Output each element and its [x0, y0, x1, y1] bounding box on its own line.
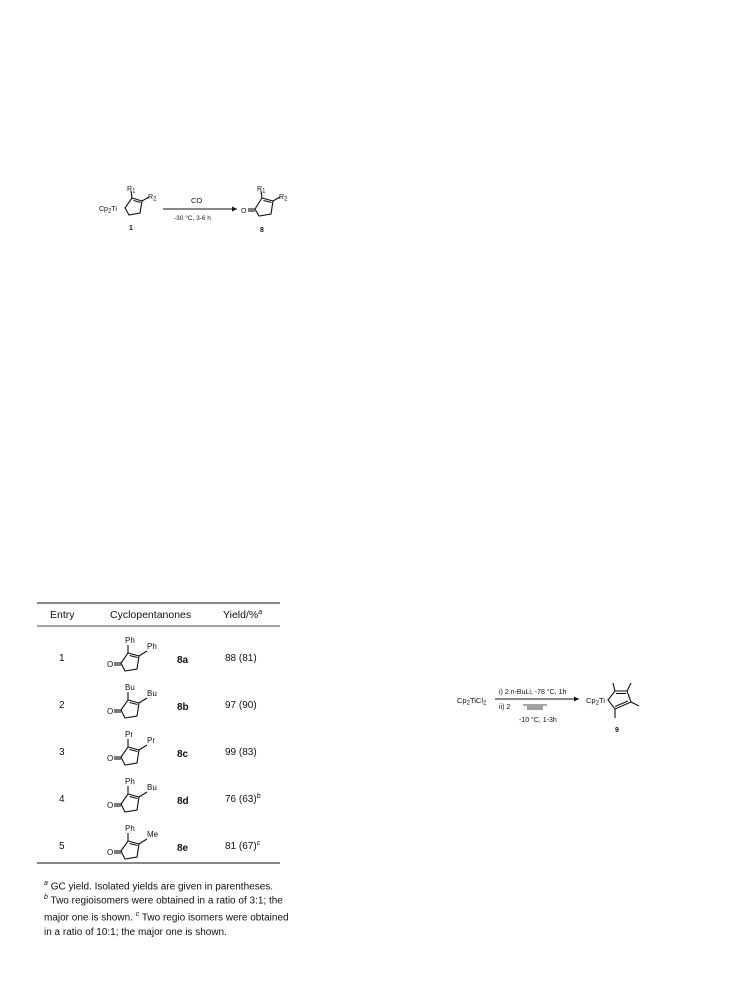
- entry-number: 4: [59, 794, 65, 805]
- substituent-top: Ph: [125, 824, 135, 833]
- conditions-text: -30 °C, 3-6 h: [174, 215, 211, 222]
- cyclopentenone-icon: [114, 739, 147, 765]
- entry-number: 5: [59, 841, 65, 852]
- scheme-2: [455, 672, 655, 742]
- table-row: [59, 730, 257, 765]
- cyclopentenone-icon: [114, 645, 147, 671]
- step-1-text: i) 2 n-BuLi, -78 °C, 1h: [499, 689, 567, 696]
- substituent-side: Pr: [147, 736, 155, 745]
- r2-label: R2: [148, 194, 157, 203]
- cyclopentenone-icon: [114, 786, 147, 812]
- entry-number: 3: [59, 747, 65, 758]
- yield-value: 99 (83): [225, 747, 257, 758]
- cyclopentenone-structure: [248, 191, 280, 216]
- product-r2-label: R2: [279, 194, 288, 203]
- yield-value: 81 $(67)^c$: [225, 840, 261, 852]
- yield-value: 97 (90): [225, 700, 257, 711]
- header-yield: Yield/%$^a$: [223, 609, 263, 621]
- entry-number: 1: [59, 653, 65, 664]
- oxo-label: O: [107, 801, 114, 810]
- substituent-side: Bu: [147, 689, 157, 698]
- yield-value: 88 (81): [225, 653, 257, 664]
- yield-value: 76 $(63)^b$: [225, 793, 261, 805]
- table-row: [59, 683, 257, 718]
- cp2ti-label: Cp2Ti: [99, 206, 117, 215]
- oxo-label: O: [107, 754, 114, 763]
- substituent-top: Bu: [125, 683, 135, 692]
- oxo-label: O: [241, 208, 247, 215]
- titanacyclopentadiene-structure: [608, 683, 639, 718]
- substituent-top: Pr: [125, 730, 133, 739]
- footnote-a: $^a$ GC yield. Isolated yields are given in parentheses.: [44, 880, 274, 893]
- oxo-label: O: [107, 848, 114, 857]
- compound-1-label: 1: [129, 225, 133, 232]
- titanacyclopentene-structure: [125, 191, 149, 215]
- substituent-top: Ph: [125, 777, 135, 786]
- scheme-1: [95, 180, 305, 240]
- compound-code: 8c: [177, 749, 189, 760]
- cyclopentenone-icon: [114, 692, 147, 718]
- reagent-co: CO: [191, 196, 203, 205]
- oxo-label: O: [107, 660, 114, 669]
- step-2-text: ii) 2: [499, 704, 511, 711]
- substituent-side: Me: [147, 830, 159, 839]
- entry-number: 2: [59, 700, 65, 711]
- step-2-conditions: -10 °C, 1-3h: [519, 717, 557, 724]
- compound-8-label: 8: [260, 227, 264, 234]
- cyclopentenone-icon: [114, 833, 147, 859]
- r1-label: R1: [127, 186, 136, 195]
- compound-code: 8b: [177, 702, 189, 713]
- substituent-top: Ph: [125, 636, 135, 645]
- compound-code: 8a: [177, 655, 189, 666]
- compound-code: 8e: [177, 843, 189, 854]
- substituent-side: Ph: [147, 642, 157, 651]
- header-cyclopentanones: Cyclopentanones: [110, 609, 192, 621]
- yield-table: [37, 602, 282, 867]
- alkyne-icon: [523, 705, 547, 709]
- substituent-side: Bu: [147, 783, 157, 792]
- header-entry: Entry: [50, 609, 75, 621]
- table-row: [59, 636, 257, 671]
- compound-code: 8d: [177, 796, 189, 807]
- table-row: [59, 777, 261, 812]
- table-row: [59, 824, 261, 859]
- product-cp2ti-label: $Cp_2Ti$: [586, 696, 605, 707]
- reactant-label: $Cp_2TiCl_2$: [457, 696, 487, 707]
- compound-9-label: 9: [615, 727, 619, 734]
- oxo-label: O: [107, 707, 114, 716]
- product-r1-label: R1: [257, 186, 266, 195]
- footnote-b: $^b$ Two regioisomers were obtained in a ratio of 3:1; the major one is shown. $^c$ Two regio isomers were obtained in a ratio of 10:1; the major one is shown.: [44, 894, 289, 938]
